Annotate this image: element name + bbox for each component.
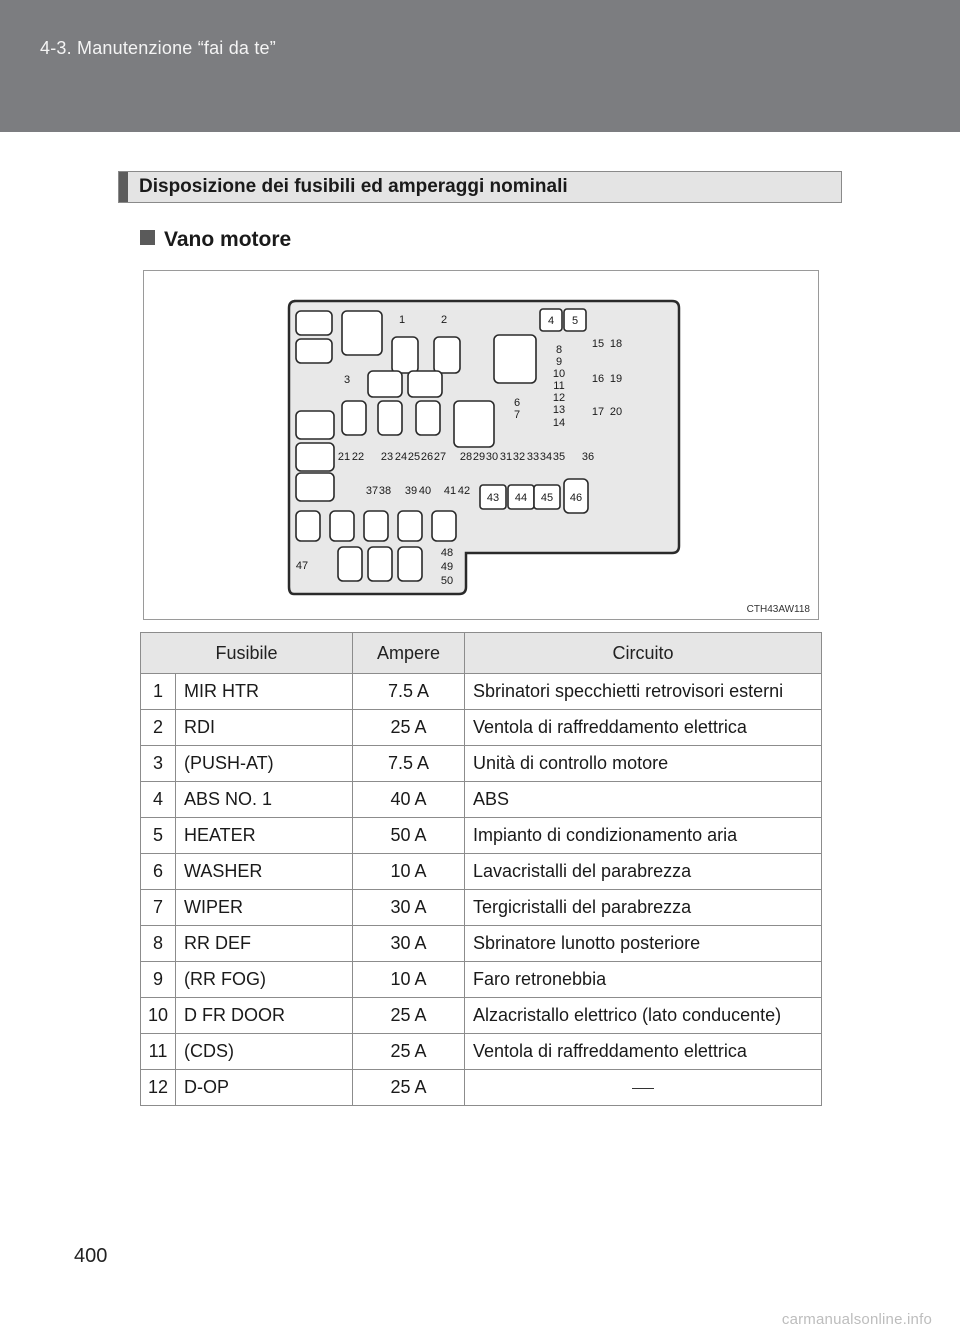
fuse-number: 35 <box>552 451 566 463</box>
section-heading-tab <box>119 172 128 202</box>
fuse-number: 26 <box>420 451 434 463</box>
relay-slot <box>296 311 332 335</box>
dash-mark <box>632 1088 654 1089</box>
table-row <box>141 998 822 1034</box>
fuse-number: 7 <box>513 409 521 421</box>
fuse-number: 37 <box>365 485 379 497</box>
fuse-number: 50 <box>440 575 454 587</box>
fuse-number: 9 <box>555 356 563 368</box>
cell-num: 5 <box>141 818 176 854</box>
cell-num: 1 <box>141 674 176 710</box>
cell-name: (RR FOG) <box>176 962 353 998</box>
cell-num: 4 <box>141 782 176 818</box>
fuse-number: 38 <box>378 485 392 497</box>
fuse-number: 31 <box>499 451 513 463</box>
header-ampere: Ampere <box>353 633 465 674</box>
cell-amp: 10 A <box>353 962 465 998</box>
fuse-number: 24 <box>394 451 408 463</box>
fuse-number: 28 <box>459 451 473 463</box>
diagram-code: CTH43AW118 <box>746 604 810 615</box>
cell-circuit: Faro retronebbia <box>465 962 822 998</box>
cell-amp: 30 A <box>353 890 465 926</box>
cell-circuit: ABS <box>465 782 822 818</box>
cell-name: WIPER <box>176 890 353 926</box>
relay-slot <box>392 337 418 373</box>
fuse-number: 25 <box>407 451 421 463</box>
fuse-number: 39 <box>404 485 418 497</box>
fuse-number: 22 <box>351 451 365 463</box>
table-row <box>141 674 822 710</box>
subsection-title: Vano motore <box>164 228 292 251</box>
chapter-title: 4-3. Manutenzione “fai da te” <box>40 38 276 58</box>
relay-slot <box>330 511 354 541</box>
relay-slot <box>454 401 494 447</box>
table-row <box>141 746 822 782</box>
relay-slot <box>408 371 442 397</box>
relay-slot <box>494 335 536 383</box>
cell-name: D-OP <box>176 1070 353 1106</box>
fuse-number: 40 <box>418 485 432 497</box>
fuse-number: 5 <box>571 315 579 327</box>
table-row <box>141 926 822 962</box>
cell-circuit: Alzacristallo elettrico (lato conducente) <box>465 998 822 1034</box>
relay-slot <box>296 473 334 501</box>
relay-slot <box>368 371 402 397</box>
fuse-number: 4 <box>547 315 555 327</box>
cell-circuit: Sbrinatori specchietti retrovisori esterni <box>465 674 822 710</box>
fuse-number: 44 <box>514 492 528 504</box>
fuse-number: 42 <box>457 485 471 497</box>
cell-amp: 40 A <box>353 782 465 818</box>
cell-circuit: Ventola di raffreddamento elettrica <box>465 1034 822 1070</box>
relay-slot <box>296 411 334 439</box>
cell-amp: 25 A <box>353 1034 465 1070</box>
cell-name: HEATER <box>176 818 353 854</box>
cell-num: 7 <box>141 890 176 926</box>
cell-num: 9 <box>141 962 176 998</box>
fuse-number: 20 <box>609 406 623 418</box>
cell-amp: 25 A <box>353 998 465 1034</box>
cell-circuit: Impianto di condizionamento aria <box>465 818 822 854</box>
fuse-table <box>140 632 822 1106</box>
cell-amp: 50 A <box>353 818 465 854</box>
relay-slot <box>398 511 422 541</box>
page-number: 400 <box>74 1245 108 1267</box>
cell-name: RDI <box>176 710 353 746</box>
table-row <box>141 818 822 854</box>
fuse-number: 29 <box>472 451 486 463</box>
fuse-number: 15 <box>591 338 605 350</box>
cell-num: 11 <box>141 1034 176 1070</box>
cell-name: (CDS) <box>176 1034 353 1070</box>
fuse-number: 12 <box>552 392 566 404</box>
fuse-number: 16 <box>591 373 605 385</box>
watermark: carmanualsonline.info <box>781 1311 932 1328</box>
fuse-number: 1 <box>398 314 406 326</box>
cell-num: 8 <box>141 926 176 962</box>
cell-amp: 25 A <box>353 710 465 746</box>
fuse-number: 3 <box>343 374 351 386</box>
fuse-number: 19 <box>609 373 623 385</box>
cell-circuit: Lavacristalli del parabrezza <box>465 854 822 890</box>
cell-amp: 10 A <box>353 854 465 890</box>
fuse-number: 13 <box>552 404 566 416</box>
table-row <box>141 710 822 746</box>
cell-name: ABS NO. 1 <box>176 782 353 818</box>
table-body <box>141 674 822 1106</box>
cell-name: (PUSH-AT) <box>176 746 353 782</box>
cell-amp: 30 A <box>353 926 465 962</box>
cell-amp: 7.5 A <box>353 746 465 782</box>
relay-slot <box>432 511 456 541</box>
fuse-number: 49 <box>440 561 454 573</box>
fuse-number: 41 <box>443 485 457 497</box>
fuse-number: 21 <box>337 451 351 463</box>
cell-amp: 7.5 A <box>353 674 465 710</box>
table-header-row <box>141 633 822 674</box>
relay-slot <box>378 401 402 435</box>
fuse-number: 14 <box>552 417 566 429</box>
relay-slot <box>364 511 388 541</box>
relay-slot <box>398 547 422 581</box>
cell-num: 12 <box>141 1070 176 1106</box>
relay-slot <box>342 401 366 435</box>
relay-slot <box>296 511 320 541</box>
table-row <box>141 854 822 890</box>
cell-circuit <box>465 1070 822 1106</box>
cell-name: WASHER <box>176 854 353 890</box>
cell-num: 3 <box>141 746 176 782</box>
fuse-number: 46 <box>569 492 583 504</box>
relay-slot <box>296 443 334 471</box>
cell-name: D FR DOOR <box>176 998 353 1034</box>
relay-slot <box>368 547 392 581</box>
fuse-number: 10 <box>552 368 566 380</box>
table-row <box>141 1070 822 1106</box>
relay-slot <box>416 401 440 435</box>
header-circuito: Circuito <box>465 633 822 674</box>
square-bullet-icon <box>140 230 155 245</box>
cell-num: 6 <box>141 854 176 890</box>
fuse-number: 8 <box>555 344 563 356</box>
header-fusibile: Fusibile <box>141 633 353 674</box>
section-title: Disposizione dei fusibili ed amperaggi nominali <box>139 176 568 197</box>
fuse-number: 36 <box>581 451 595 463</box>
cell-num: 10 <box>141 998 176 1034</box>
relay-slot <box>296 339 332 363</box>
fuse-number: 43 <box>486 492 500 504</box>
fuse-number: 6 <box>513 397 521 409</box>
fuse-number: 11 <box>553 380 565 392</box>
section-heading <box>118 171 842 203</box>
fuse-number: 17 <box>591 406 605 418</box>
fuse-number: 33 <box>526 451 540 463</box>
fuse-box-diagram <box>143 270 819 620</box>
cell-circuit: Ventola di raffreddamento elettrica <box>465 710 822 746</box>
fuse-number: 32 <box>512 451 526 463</box>
fuse-number: 45 <box>540 492 554 504</box>
fuse-number: 2 <box>440 314 448 326</box>
subsection-heading <box>140 228 291 252</box>
cell-name: RR DEF <box>176 926 353 962</box>
fuse-box-svg <box>144 271 820 621</box>
fuse-number: 30 <box>485 451 499 463</box>
cell-circuit: Tergicristalli del parabrezza <box>465 890 822 926</box>
table-row <box>141 782 822 818</box>
table-row <box>141 890 822 926</box>
table-row <box>141 1034 822 1070</box>
cell-circuit: Unità di controllo motore <box>465 746 822 782</box>
cell-circuit: Sbrinatore lunotto posteriore <box>465 926 822 962</box>
relay-slot <box>342 311 382 355</box>
relay-slot <box>434 337 460 373</box>
cell-amp: 25 A <box>353 1070 465 1106</box>
cell-num: 2 <box>141 710 176 746</box>
cell-name: MIR HTR <box>176 674 353 710</box>
fuse-number: 47 <box>295 560 309 572</box>
table-row <box>141 962 822 998</box>
fuse-number: 27 <box>433 451 447 463</box>
fuse-number: 48 <box>440 547 454 559</box>
fuse-number: 34 <box>539 451 553 463</box>
relay-slot <box>338 547 362 581</box>
page-header <box>0 0 960 132</box>
fuse-number: 18 <box>609 338 623 350</box>
fuse-number: 23 <box>380 451 394 463</box>
